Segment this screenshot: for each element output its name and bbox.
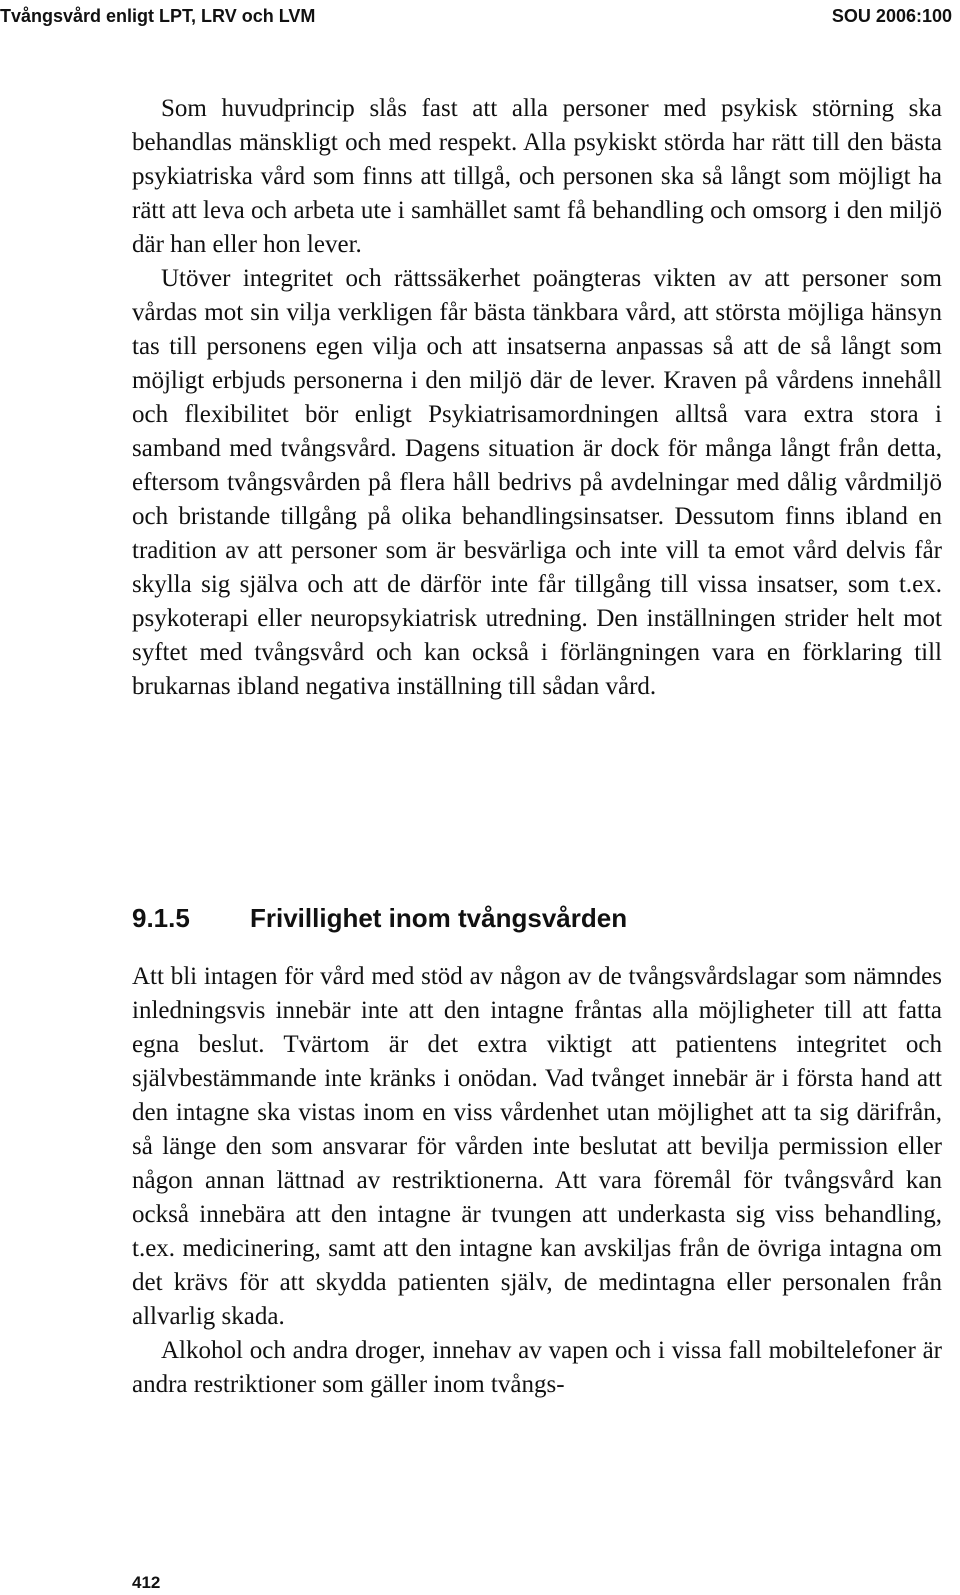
paragraph: Att bli intagen för vård med stöd av någon av de tvångsvårdslagar som nämndes inledningsvis innebär inte att den intagne fråntas alla möjligheter till att fatta egna beslut. Tvärtom är det extra viktigt att patientens integritet och självbestämmande inte kränks i onödan. Vad tvånget innebär är i första hand att den intagne ska vistas inom en viss vårdenhet utan möjlighet att ta sig därifrån, så länge den som ansvarar för vården inte beslutat att bevilja permission eller någon annan lättnad av restriktionerna. Att vara föremål för tvångsvård kan också innebära att den intagne är tvungen att underkasta sig viss behandling, t.ex. medicinering, samt att den intagne kan avskiljas från de övriga intagna om det krävs för att skydda patienten själv, de medintagna eller personalen från allvarlig skada. [132, 963, 942, 1330]
header-title: Tvångsvård enligt LPT, LRV och LVM [0, 6, 316, 26]
header-report-id: SOU 2006:100 [831, 6, 952, 26]
paragraph: Som huvudprincip slås fast att alla personer med psykisk störning ska behandlas mänskligt och med respekt. Alla psykiskt störda har rätt till den bästa psykiatriska vård som finns att tillgå, och personen ska så långt som möjligt ha rätt att leva och arbeta ute i samhället samt få behandling och omsorg i den miljö där han eller hon lever. [132, 95, 942, 258]
section-number: 9.1.5 [132, 903, 190, 933]
paragraph: Alkohol och andra droger, innehav av vapen och i vissa fall mobiltelefoner är andra restriktioner som gäller inom tvångs- [132, 1337, 942, 1398]
paragraph: Utöver integritet och rättssäkerhet poängteras vikten av att personer som vårdas mot sin vilja verkligen får bästa tänkbara vård, att största möjliga hänsyn tas till personens egen vilja och att insatserna anpassas så att de så långt som möjligt erbjuds personerna i den miljö där de lever. Kraven på vårdens innehåll och flexibilitet bör enligt Psykiatrisamordningen alltså vara extra stora i samband med tvångsvård. Dagens situation är dock för många långt från detta, eftersom tvångsvården på flera håll bedrivs på avdelningar med dålig vårdmiljö och bristande tillgång på olika behandlingsinsatser. Dessutom finns ibland en tradition av att personer som är besvärliga och inte vill ta emot vård delvis får skylla sig själva och att de därför inte får tillgång till vissa insatser, som t.ex. psykoterapi eller neuropsykiatrisk utredning. Den inställningen strider helt mot syftet med tvångsvård och kan också i förlängningen vara en förklaring till brukarnas ibland negativa inställning till sådan vård. [132, 265, 942, 700]
body-text-bottom [132, 960, 942, 1402]
page-number: 412 [132, 1573, 161, 1592]
section-heading [132, 898, 942, 938]
body-text-top [132, 92, 942, 704]
running-header [0, 2, 952, 30]
section-title: Frivillighet inom tvångsvården [250, 903, 628, 933]
